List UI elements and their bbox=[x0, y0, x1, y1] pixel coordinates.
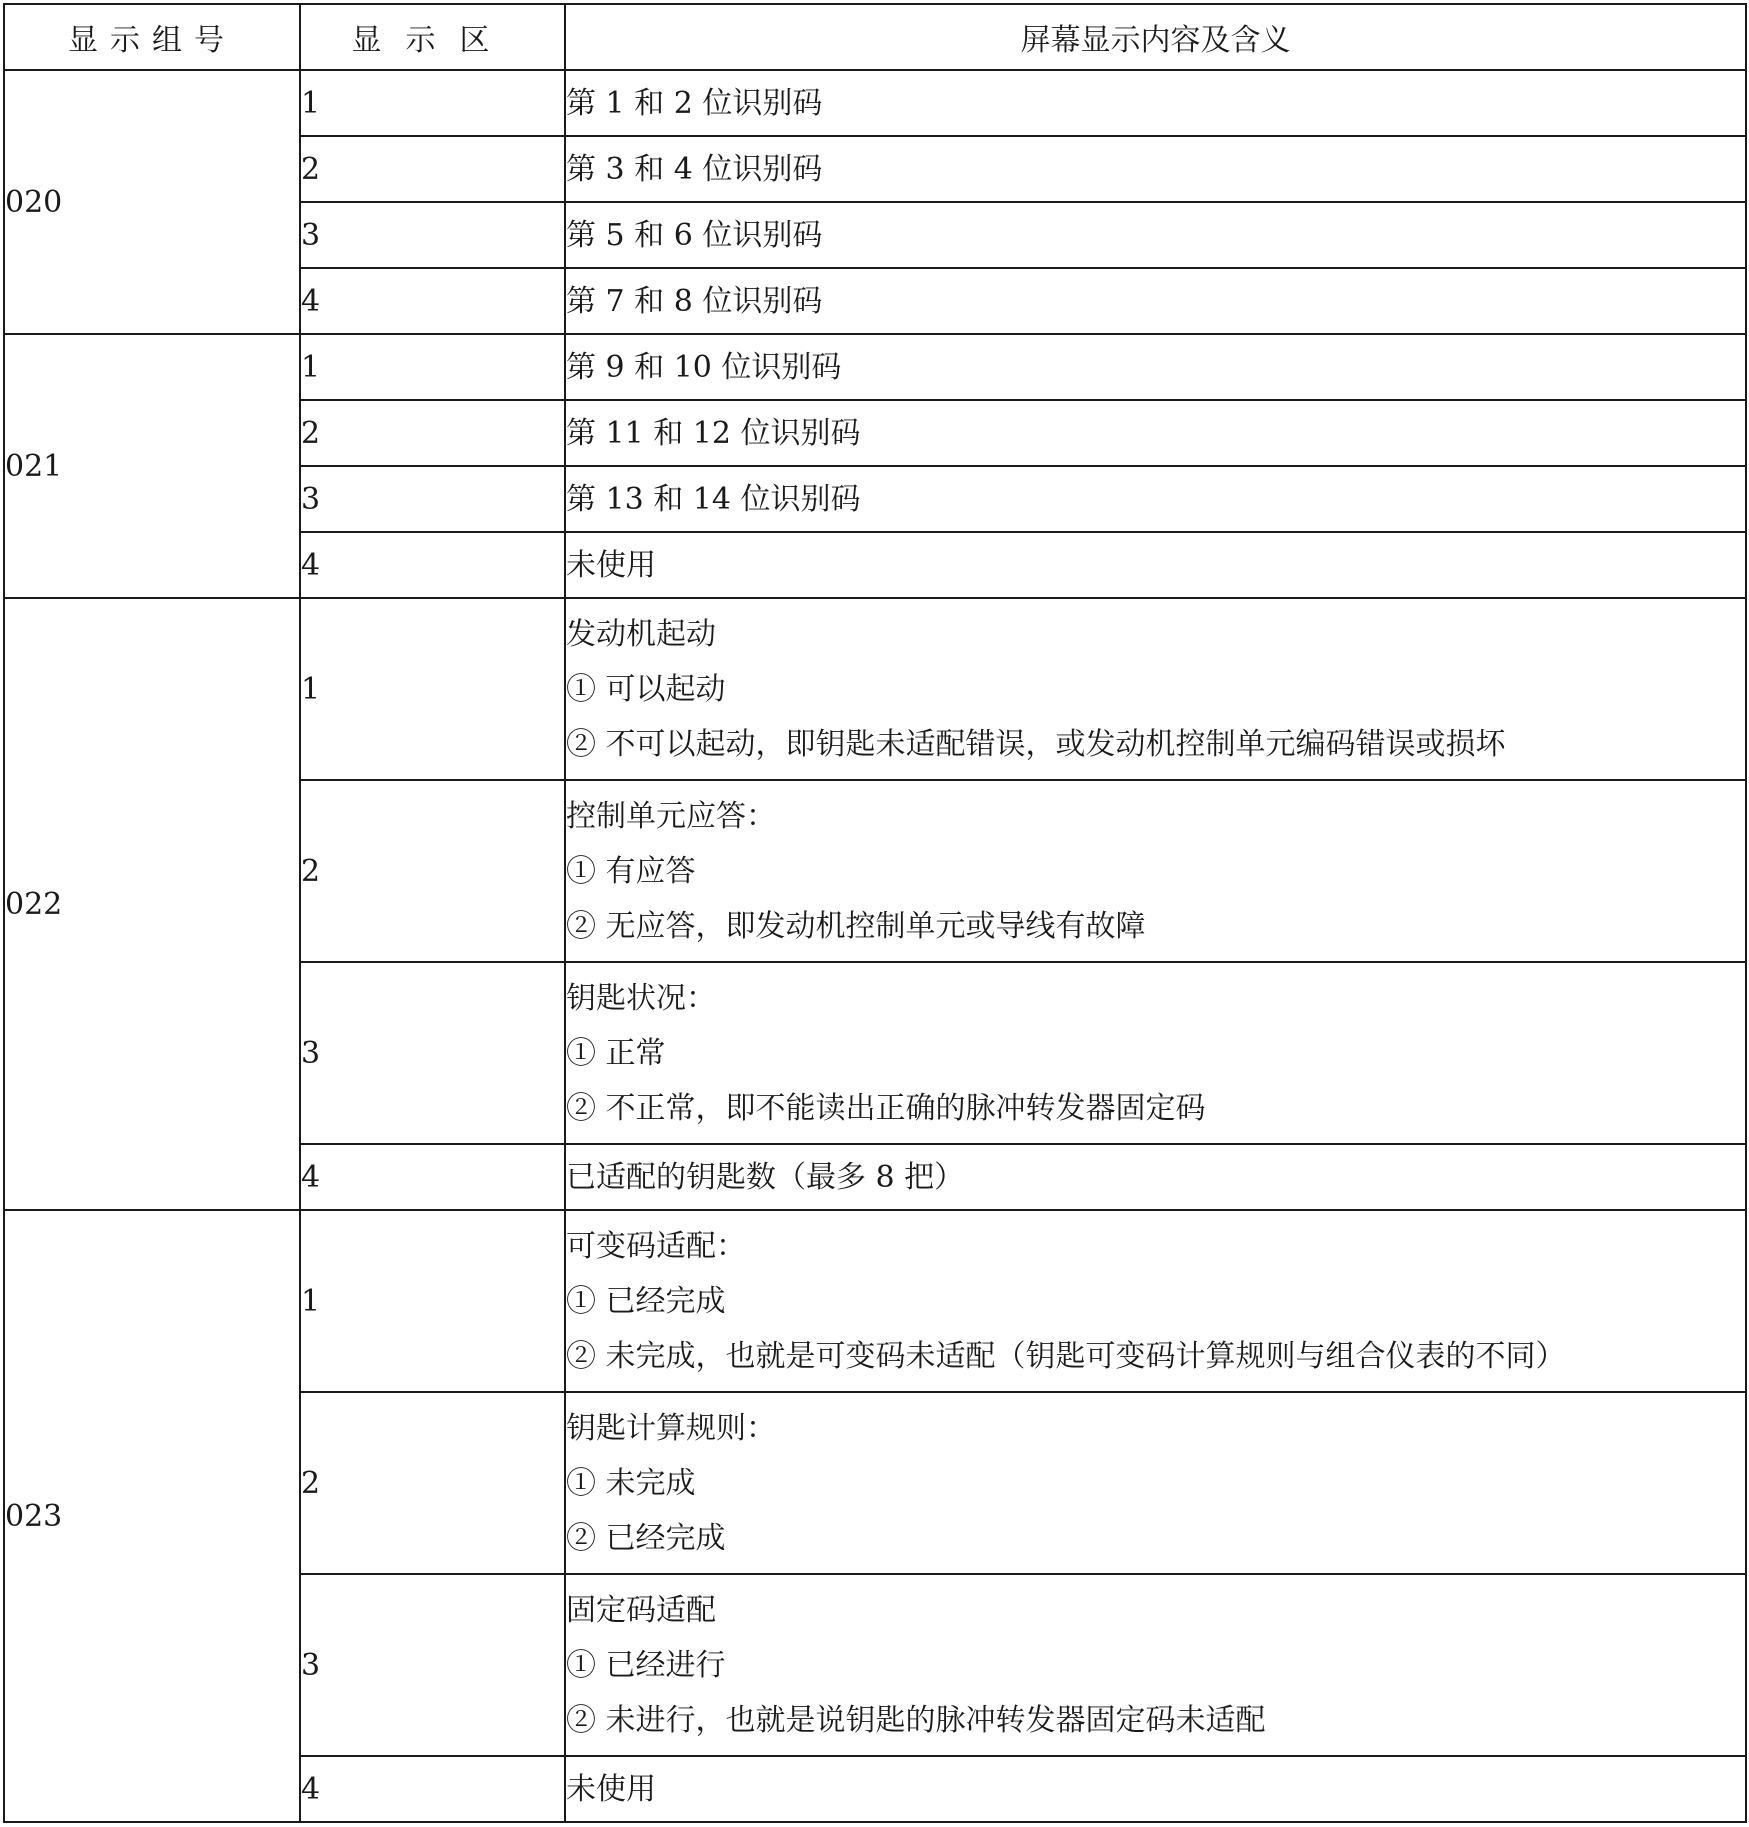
content-cell bbox=[565, 1756, 1746, 1822]
content-line: ① 正常 bbox=[566, 1035, 666, 1071]
content-line: ① 已经完成 bbox=[566, 1283, 726, 1319]
content-cell bbox=[565, 1574, 1746, 1756]
display-area-cell: 1 bbox=[300, 1210, 565, 1392]
display-area-cell: 3 bbox=[300, 1574, 565, 1756]
content-cell bbox=[565, 466, 1746, 532]
content-cell bbox=[565, 1392, 1746, 1574]
table-row bbox=[4, 1210, 1746, 1392]
content-line: 第 7 和 8 位识别码 bbox=[566, 283, 823, 319]
display-area-cell: 2 bbox=[300, 400, 565, 466]
content-line: 第 13 和 14 位识别码 bbox=[566, 481, 861, 517]
content-line: 固定码适配 bbox=[566, 1592, 716, 1628]
header-group-number: 显示组号 bbox=[4, 4, 300, 70]
display-area-cell: 3 bbox=[300, 962, 565, 1144]
group-number-cell: 022 bbox=[4, 598, 300, 1210]
display-area-cell: 1 bbox=[300, 70, 565, 136]
display-area-cell: 2 bbox=[300, 136, 565, 202]
display-area-cell: 1 bbox=[300, 598, 565, 780]
content-cell bbox=[565, 780, 1746, 962]
display-area-cell: 4 bbox=[300, 532, 565, 598]
content-line: 未使用 bbox=[566, 547, 656, 583]
content-cell bbox=[565, 202, 1746, 268]
table-row bbox=[4, 598, 1746, 780]
content-line: ② 未完成，也就是可变码未适配（钥匙可变码计算规则与组合仪表的不同） bbox=[566, 1338, 1566, 1374]
content-line: ① 已经进行 bbox=[566, 1647, 726, 1683]
content-line: ② 已经完成 bbox=[566, 1520, 726, 1556]
display-area-cell: 3 bbox=[300, 202, 565, 268]
header-row bbox=[4, 4, 1746, 70]
content-line: 钥匙计算规则： bbox=[566, 1410, 776, 1446]
header-display-area: 显示区 bbox=[300, 4, 565, 70]
table-row bbox=[4, 334, 1746, 400]
content-cell bbox=[565, 598, 1746, 780]
content-line: 第 11 和 12 位识别码 bbox=[566, 415, 861, 451]
content-cell bbox=[565, 70, 1746, 136]
content-cell bbox=[565, 1144, 1746, 1210]
display-area-cell: 4 bbox=[300, 1756, 565, 1822]
header-content-meaning: 屏幕显示内容及含义 bbox=[565, 4, 1746, 70]
content-cell bbox=[565, 400, 1746, 466]
content-line: ① 有应答 bbox=[566, 853, 696, 889]
table-body bbox=[4, 70, 1746, 1822]
display-area-cell: 1 bbox=[300, 334, 565, 400]
content-line: 控制单元应答： bbox=[566, 798, 776, 834]
display-group-table bbox=[3, 3, 1747, 1823]
content-cell bbox=[565, 334, 1746, 400]
content-cell bbox=[565, 962, 1746, 1144]
table-row bbox=[4, 70, 1746, 136]
display-area-cell: 2 bbox=[300, 780, 565, 962]
display-area-cell: 4 bbox=[300, 1144, 565, 1210]
content-line: ② 不可以起动，即钥匙未适配错误，或发动机控制单元编码错误或损坏 bbox=[566, 726, 1506, 762]
content-line: ① 可以起动 bbox=[566, 671, 726, 707]
group-number-cell: 020 bbox=[4, 70, 300, 334]
group-number-cell: 021 bbox=[4, 334, 300, 598]
content-line: 已适配的钥匙数（最多 8 把） bbox=[566, 1159, 965, 1195]
content-cell bbox=[565, 1210, 1746, 1392]
content-line: 第 5 和 6 位识别码 bbox=[566, 217, 823, 253]
display-area-cell: 2 bbox=[300, 1392, 565, 1574]
content-line: 第 9 和 10 位识别码 bbox=[566, 349, 842, 385]
content-line: 第 1 和 2 位识别码 bbox=[566, 85, 823, 121]
group-number-cell: 023 bbox=[4, 1210, 300, 1822]
content-line: ② 无应答，即发动机控制单元或导线有故障 bbox=[566, 908, 1146, 944]
content-cell bbox=[565, 268, 1746, 334]
content-line: 第 3 和 4 位识别码 bbox=[566, 151, 823, 187]
content-cell bbox=[565, 532, 1746, 598]
content-line: 钥匙状况： bbox=[566, 980, 716, 1016]
content-line: ① 未完成 bbox=[566, 1465, 696, 1501]
content-line: 可变码适配： bbox=[566, 1228, 746, 1264]
content-cell bbox=[565, 136, 1746, 202]
content-line: 发动机起动 bbox=[566, 616, 716, 652]
content-line: 未使用 bbox=[566, 1771, 656, 1807]
content-line: ② 未进行，也就是说钥匙的脉冲转发器固定码未适配 bbox=[566, 1702, 1266, 1738]
display-area-cell: 4 bbox=[300, 268, 565, 334]
content-line: ② 不正常，即不能读出正确的脉冲转发器固定码 bbox=[566, 1090, 1206, 1126]
display-area-cell: 3 bbox=[300, 466, 565, 532]
